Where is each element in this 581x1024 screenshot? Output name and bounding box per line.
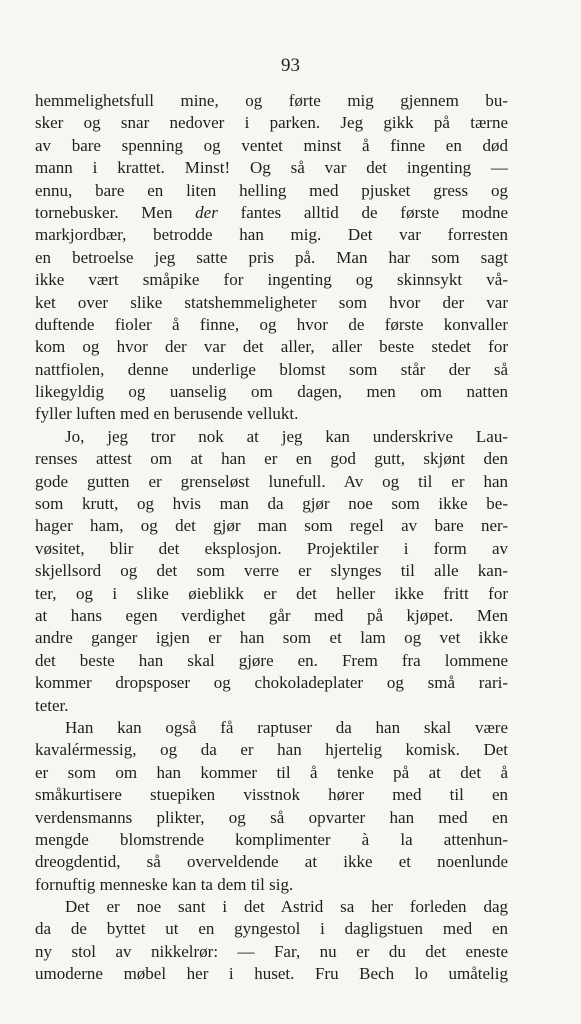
text-line: småkurtisere stuepiken visstnok hører med til en (35, 785, 508, 805)
text-line: ennu, bare en liten helling med pjusket gress og (35, 180, 508, 200)
text-line: mann i krattet. Minst! Og så var det ingenting — (35, 158, 508, 178)
text-line: fyller luften med en berusende vellukt. (35, 404, 299, 424)
text-line: Jo, jeg tror nok at jeg kan underskrive Lau- (65, 426, 508, 446)
text-line: at hans egen verdighet går med på kjøpet. Men (35, 605, 508, 625)
text-line: av bare spenning og ventet minst å finne en død (35, 135, 508, 155)
text-line: hager ham, og det gjør man som regel av bare ner- (35, 516, 508, 536)
emphasis: der (195, 202, 218, 222)
text-line: mengde blomstrende komplimenter à la attenhun- (35, 829, 508, 849)
text-line: kom og hvor der var det aller, aller beste stedet for (35, 337, 508, 357)
text-line: kommer dropsposer og chokoladeplater og små rari- (35, 673, 508, 693)
text-line: dreogdentid, så overveldende at ikke et noenlunde (35, 852, 508, 872)
text-line: ket over slike statshemmeligheter som hvor der var (35, 292, 508, 312)
paragraph (35, 426, 508, 717)
text-line: da de byttet ut en gyngestol i dagligstuen med en (35, 919, 508, 939)
text-line: markjordbær, betrodde han mig. Det var forresten (35, 225, 508, 245)
text-line: ikke vært småpike for ingenting og skinnsykt vå- (35, 270, 508, 290)
text-line: renses attest om at han er en god gutt, skjønt den (35, 449, 508, 469)
text-line: Det er noe sant i det Astrid sa her forleden dag (65, 897, 508, 917)
text-line: ny stol av nikkelrør: — Far, nu er du det eneste (35, 941, 508, 961)
text-line: tornebusker. Men der fantes alltid de første modne (35, 202, 508, 222)
text-line: som krutt, og hvis man da gjør noe som ikke be- (35, 494, 508, 514)
text-line: hemmelighetsfull mine, og førte mig gjennem bu- (35, 91, 508, 110)
paragraph (35, 90, 508, 426)
text-line: kavalérmessig, og da er han hjertelig komisk. Det (35, 740, 508, 760)
text-line: duftende fioler å finne, og hvor de første konvaller (35, 314, 508, 334)
body-text (35, 90, 508, 986)
text-line: er som om han kommer til å tenke på at det å (35, 762, 508, 782)
text-line: andre ganger igjen er han som et lam og vet ikke (35, 628, 508, 648)
text-line: likegyldig og uanselig om dagen, men om natten (35, 382, 508, 402)
text-line: en betroelse jeg satte pris på. Man har som sagt (35, 247, 508, 267)
text-line: skjellsord og det som verre er slynges til alle kan- (35, 561, 508, 581)
text-line: gode gutten er grenseløst lunefull. Av og til er han (35, 471, 508, 491)
page-number: 93 (281, 55, 300, 76)
text-line: umoderne møbel her i huset. Fru Bech lo umåtelig (35, 964, 508, 984)
text-line: ter, og i slike øieblikk er det heller ikke fritt for (35, 583, 508, 603)
text-line: sker og snar nedover i parken. Jeg gikk på tærne (35, 113, 508, 133)
text-line: nattfiolen, denne underlige blomst som står der så (35, 359, 508, 379)
text-line: verdensmanns plikter, og så opvarter han med en (35, 807, 508, 827)
paragraph (35, 896, 508, 986)
text-line: Han kan også få raptuser da han skal være (65, 717, 508, 737)
text-line: det beste han skal gjøre en. Frem fra lommene (35, 650, 508, 670)
text-line: teter. (35, 695, 69, 715)
paragraph (35, 717, 508, 896)
text-line: fornuftig menneske kan ta dem til sig. (35, 874, 294, 894)
text-line: vøsitet, blir det eksplosjon. Projektiler i form av (35, 538, 508, 558)
